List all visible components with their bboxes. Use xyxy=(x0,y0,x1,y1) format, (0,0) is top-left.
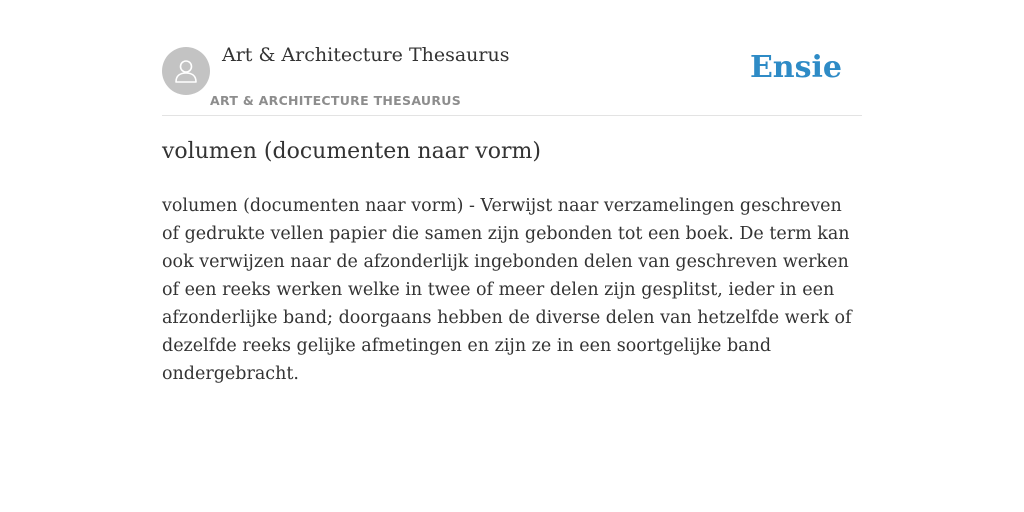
page-title: volumen (documenten naar vorm) xyxy=(162,139,541,164)
source-label[interactable]: ART & ARCHITECTURE THESAURUS xyxy=(210,93,462,108)
author-name[interactable]: Art & Architecture Thesaurus xyxy=(222,44,510,66)
author-avatar[interactable] xyxy=(162,47,210,95)
definition-text: volumen (documenten naar vorm) - Verwijst naar verzamelingen geschreven of gedrukte vellen papier die samen zijn gebonden tot een boek. De term kan ook verwijzen naar de afzonderlijk ingebonden delen van geschreven werken of een reeks werken welke in twee of meer delen zijn gesplitst, ieder in een afzonderlijke band; doorgaans hebben de diverse delen van hetzelfde werk of dezelfde reeks gelijke afmetingen en zijn ze in een soortgelijke band ondergebracht. xyxy=(162,196,852,384)
brand-logo[interactable]: Ensie xyxy=(749,50,842,85)
page-header xyxy=(162,0,862,116)
user-avatar-icon xyxy=(172,57,200,85)
